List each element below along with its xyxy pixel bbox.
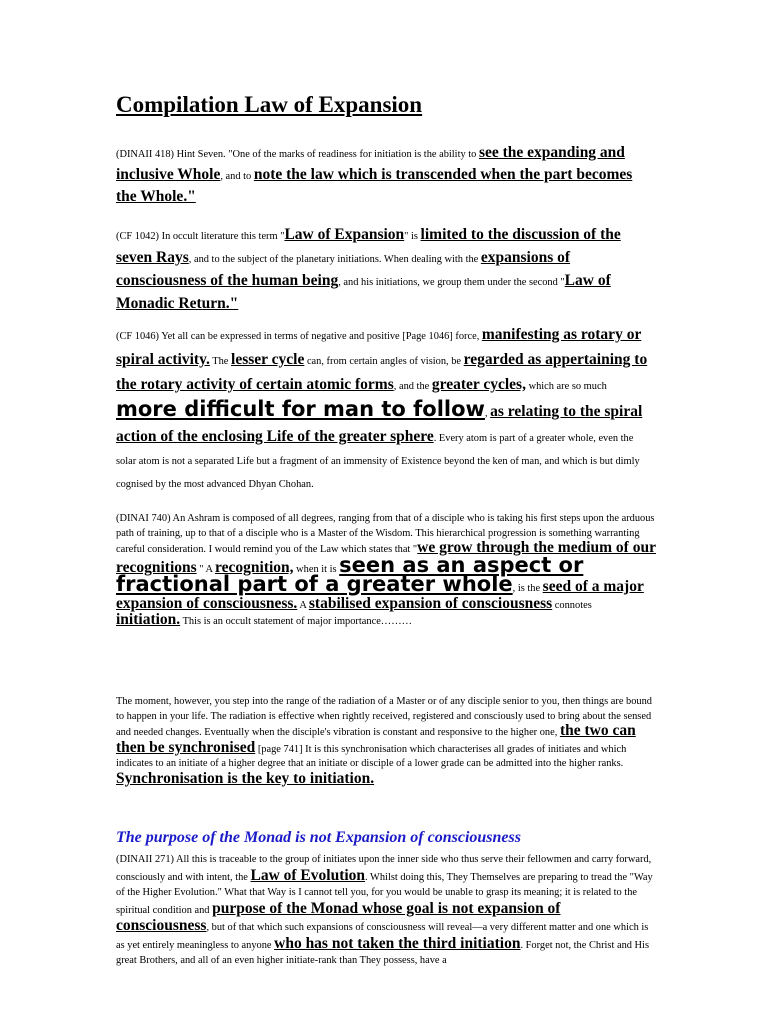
emphasis-text: who has not taken the third initiation <box>274 934 521 952</box>
emphasis-text: recognition, <box>215 558 294 576</box>
emphasis-text: note the law which is transcended when the part becomes the Whole." <box>116 166 633 205</box>
paragraph-text: . Every atom is part of a greater whole, even the solar atom is not a separated Life but a fragment of an immensity of Existence beyond the ken of man, and which is but dimly cognised by the most advanced Dhyan Chohan. <box>116 433 640 490</box>
document-title: Compilation Law of Expansion <box>116 92 423 117</box>
paragraph-text: . Forget not, the Christ and His great Brothers, and all of an even higher initiate-rank than They possess, have a <box>116 939 649 966</box>
paragraph-text: (DINAI 740) An Ashram is composed of all degrees, ranging from that of a disciple who is taking his first steps upon the arduous path of training, up to that of a disciple who is a Master of the Wisdom. This hierarchical progression is something warranting careful consideration. I would remind you of the Law which states that " <box>116 513 655 555</box>
emphasis-text: purpose of the Monad whose goal is not expansion of consciousness <box>116 899 561 934</box>
emphasis-text: as relating to the spiral action of the enclosing Life of the greater sphere <box>116 403 643 445</box>
paragraph-text: , and the <box>393 381 432 392</box>
emphasis-text: Law of Expansion <box>284 226 405 243</box>
paragraph-text: , is the <box>512 583 543 594</box>
emphasis-text: we grow through the medium of our recognitions <box>116 539 656 576</box>
paragraph-text: when it is <box>293 563 340 575</box>
paragraph-text: , and his initiations, we group them under the second " <box>338 277 565 288</box>
paragraph-dinai-740 <box>116 512 656 630</box>
emphasis-text: Synchronisation is the key to initiation. <box>116 769 375 787</box>
emphasis-text: see the expanding and inclusive Whole <box>116 144 625 183</box>
paragraph-text: The moment, however, you step into the range of the radiation of a Master or of any disciple senior to you, then things are bound to happen in your life. The radiation is effective when rightly received, registered and consciously used to bring about the sensed and needed changes. Eventually when the disciple's vibration is constant and responsive to the higher one, <box>116 696 653 738</box>
large-emphasis-text: seen as an aspect or fractional part of a greater whole <box>116 552 584 596</box>
paragraph-text: which are so much <box>525 381 607 392</box>
paragraph-text: (CF 1042) In occult literature this term " <box>116 231 285 242</box>
paragraph-text: A <box>297 599 309 611</box>
paragraph-text: connotes <box>552 599 592 611</box>
paragraph-cf-1046 <box>116 323 656 496</box>
paragraph-text: " is <box>404 231 421 242</box>
emphasis-text: Law of Monadic Return." <box>116 272 611 312</box>
paragraph-dinaii-271 <box>116 852 656 969</box>
paragraph-text: (DINAII 271) All this is traceable to the group of initiates upon the inner side who thus serve their fellowmen and carry forward, consciously and with intent, the <box>116 854 652 883</box>
emphasis-text: seed of a major expansion of consciousness. <box>116 578 644 612</box>
paragraph-text: This is an occult statement of major importance……… <box>180 616 412 627</box>
paragraph-dinaii-418 <box>116 143 656 209</box>
paragraph-text: , and to the subject of the planetary initiations. When dealing with the <box>188 254 481 265</box>
emphasis-text: the two can then be synchronised <box>116 722 636 756</box>
large-emphasis-text: more difficult for man to follow <box>116 397 485 421</box>
emphasis-text: regarded as appertaining to the rotary activity of certain atomic forms <box>116 351 648 393</box>
section-heading: The purpose of the Monad is not Expansion of consciousness <box>116 829 521 846</box>
paragraph-text: (DINAII 418) Hint Seven. "One of the marks of readiness for initiation is the ability to <box>116 149 479 160</box>
paragraph-text: , and to <box>220 171 254 182</box>
paragraph-text: . Whilst doing this, They Themselves are preparing to tread the "Way of the Higher Evolution." What that Way is I cannot tell you, for you would be unable to grasp its meaning; it is related to the spiritual condition and <box>116 871 653 916</box>
paragraph-radiation <box>116 695 656 788</box>
paragraph-text: [page 741] It is this synchronisation which characterises all grades of initiates and which indicates to an initiate of a higher degree that an initiate or disciple of a lower grade can be admitted into the higher ranks. <box>116 743 627 769</box>
emphasis-text: greater cycles, <box>431 376 526 393</box>
emphasis-text: Law of Evolution <box>250 866 366 884</box>
paragraph-text: (CF 1046) Yet all can be expressed in terms of negative and positive [Page 1046] force, <box>116 331 482 342</box>
emphasis-text: lesser cycle <box>231 351 305 368</box>
paragraph-text: , but of that which such expansions of consciousness will reveal—a very different matter and one which is as yet entirely meaningless to anyone <box>116 922 649 951</box>
paragraph-text: , <box>484 408 491 419</box>
emphasis-text: limited to the discussion of the seven Rays <box>116 226 621 266</box>
paragraph-text: can, from certain angles of vision, be <box>304 356 464 367</box>
emphasis-text: stabilised expansion of consciousness <box>308 594 553 612</box>
emphasis-text: manifesting as rotary or spiral activity. <box>116 326 642 368</box>
paragraph-text: " A <box>196 563 216 575</box>
emphasis-text: expansions of consciousness of the human being <box>116 249 571 289</box>
emphasis-text: initiation. <box>116 611 181 628</box>
paragraph-cf-1042 <box>116 224 656 316</box>
paragraph-text: The <box>209 356 232 367</box>
